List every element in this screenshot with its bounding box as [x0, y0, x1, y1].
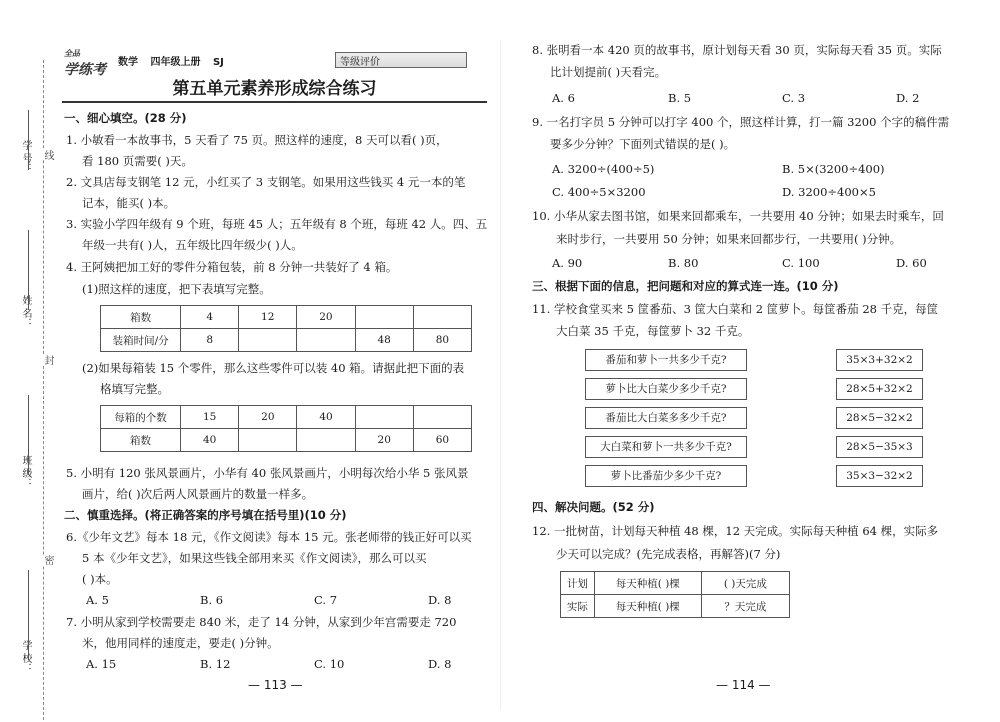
- grade: 四年级上册: [150, 57, 201, 68]
- q9-option-a[interactable]: A. 3200÷(400÷5): [552, 162, 655, 176]
- q12-line2: 少天可以完成？(先完成表格，再解答)(7 分): [556, 547, 781, 561]
- q5-line1: 5. 小明有 120 张风景画片，小华有 40 张风景画片，小明每次给小华 5 张风景: [66, 466, 469, 480]
- gutter-mark-seal: 封: [42, 355, 53, 365]
- q10-option-d[interactable]: D. 60: [896, 256, 927, 270]
- match-formula-3[interactable]: 28×5−32×2: [836, 407, 923, 429]
- school-line: [28, 570, 29, 660]
- title-rule: [62, 101, 487, 103]
- q10-option-a[interactable]: A. 90: [552, 256, 583, 270]
- book-meta: [118, 53, 233, 68]
- q4-table-1: [100, 305, 472, 352]
- table-row: 箱数 40 20 60: [101, 429, 472, 452]
- q6-line3: ( )本。: [82, 572, 118, 586]
- match-question-4[interactable]: 大白菜和萝卜一共多少千克?: [585, 436, 747, 458]
- q4-table-2: [100, 405, 472, 452]
- q2-line1: 2. 文具店每支钢笔 12 元，小红买了 3 支钢笔。如果用这些钱买 4 元一本的笔: [66, 175, 466, 189]
- q5-line2: 画片，给( )次后两人风景画片的数量一样多。: [82, 487, 314, 501]
- page-title: 第五单元素养形成综合练习: [172, 79, 377, 99]
- rating-box: 等级评价: [335, 52, 467, 68]
- q7-option-d[interactable]: D. 8: [428, 657, 452, 671]
- subject: 数学: [118, 57, 138, 68]
- student-no-label: 学 号：: [20, 140, 31, 174]
- logo: 全品 学练考: [64, 49, 106, 78]
- q7-line1: 7. 小明从家到学校需要走 840 米，走了 14 分钟，从家到少年宫需要走 720: [66, 615, 457, 629]
- q9-option-b[interactable]: B. 5×(3200÷400): [782, 162, 885, 176]
- school-label: 学 校：: [20, 640, 31, 674]
- q12-table: [560, 571, 790, 618]
- q1-line1: 1. 小敏看一本故事书，5 天看了 75 页。照这样的速度，8 天可以看( )页，: [66, 133, 448, 147]
- q8-line1: 8. 张明看一本 420 页的故事书，原计划每天看 30 页，实际每天看 35 页。实际: [532, 43, 942, 57]
- q4-line1: 4. 王阿姨把加工好的零件分箱包装，前 8 分钟一共装好了 4 箱。: [66, 260, 398, 274]
- match-formula-4[interactable]: 28×5−35×3: [836, 436, 923, 458]
- q4-line3: (2)如果每箱装 15 个零件，那么这些零件可以装 40 箱。请据此把下面的表: [82, 361, 465, 375]
- q3-line1: 3. 实验小学四年级有 9 个班，每班 45 人；五年级有 8 个班，每班 42 人。四、五: [66, 217, 488, 231]
- q10-option-b[interactable]: B. 80: [668, 256, 699, 270]
- student-no-line: [28, 110, 29, 170]
- q6-option-b[interactable]: B. 6: [200, 593, 224, 607]
- page-number-right: — 114 —: [716, 678, 771, 692]
- match-question-5[interactable]: 萝卜比番茄少多少千克?: [585, 465, 747, 487]
- q7-option-b[interactable]: B. 12: [200, 657, 231, 671]
- match-question-2[interactable]: 萝卜比大白菜少多少千克?: [585, 378, 747, 400]
- q4-line2: (1)照这样的速度，把下表填写完整。: [82, 282, 271, 296]
- name-line: [28, 230, 29, 310]
- match-formula-5[interactable]: 35×3−32×2: [836, 465, 923, 487]
- match-question-1[interactable]: 番茄和萝卜一共多少千克?: [585, 349, 747, 371]
- q2-line2: 记本，能买( )本。: [82, 196, 176, 210]
- edition: SJ: [212, 57, 224, 68]
- q6-option-d[interactable]: D. 8: [428, 593, 452, 607]
- q6-line1: 6.《少年文艺》每本 18 元，《作文阅读》每本 15 元。张老师带的钱正好可以买: [66, 530, 472, 544]
- match-formula-2[interactable]: 28×5+32×2: [836, 378, 923, 400]
- class-label: 班 级：: [20, 455, 31, 489]
- q11-line2: 大白菜 35 千克，每筐萝卜 32 千克。: [556, 324, 750, 338]
- q9-option-c[interactable]: C. 400÷5×3200: [552, 185, 646, 199]
- q10-option-c[interactable]: C. 100: [782, 256, 820, 270]
- section-2-heading: 二、慎重选择。(将正确答案的序号填在括号里)(10 分): [64, 508, 347, 522]
- match-formula-1[interactable]: 35×3+32×2: [836, 349, 923, 371]
- section-1-heading: 一、细心填空。(28 分): [64, 111, 187, 125]
- table-row: 箱数 4 12 20: [101, 306, 472, 329]
- q7-line2: 米，他用同样的速度走，要走( )分钟。: [82, 636, 279, 650]
- q10-line2: 来时步行，一共要用 50 分钟；如果来回都步行，一共要用( )分钟。: [556, 232, 902, 246]
- q7-option-c[interactable]: C. 10: [314, 657, 345, 671]
- q12-line1: 12. 一批树苗，计划每天种植 48 棵，12 天完成。实际每天种植 64 棵，实际多: [532, 524, 939, 538]
- page-divider: [500, 40, 501, 710]
- q9-line1: 9. 一名打字员 5 分钟可以打字 400 个，照这样计算，打一篇 3200 个字的稿件需: [532, 115, 950, 129]
- q6-line2: 5 本《少年文艺》，如果这些钱全部用来买《作文阅读》，那么可以买: [82, 551, 427, 565]
- table-row: 计划 每天种植( )棵 ( )天完成: [561, 572, 790, 595]
- page-number-left: — 113 —: [248, 678, 303, 692]
- q11-line1: 11. 学校食堂买来 5 筐番茄、3 筐大白菜和 2 筐萝卜。每筐番茄 28 千克，每筐: [532, 302, 939, 316]
- section-3-heading: 三、根据下面的信息，把问题和对应的算式连一连。(10 分): [532, 279, 839, 293]
- gutter-mark-secret: 密: [42, 555, 53, 565]
- table-row: 每箱的个数 15 20 40: [101, 406, 472, 429]
- class-line: [28, 395, 29, 475]
- q9-line2: 要多少分钟？下面列式错误的是( )。: [550, 137, 736, 151]
- q6-option-a[interactable]: A. 5: [86, 593, 109, 607]
- section-4-heading: 四、解决问题。(52 分): [532, 500, 655, 514]
- gutter-mark-line: 线: [42, 150, 53, 160]
- match-question-3[interactable]: 番茄比大白菜多多少千克?: [585, 407, 747, 429]
- q8-option-a[interactable]: A. 6: [552, 91, 575, 105]
- name-label: 姓 名：: [20, 295, 31, 329]
- q3-line2: 年级一共有( )人，五年级比四年级少( )人。: [82, 238, 303, 252]
- q8-option-c[interactable]: C. 3: [782, 91, 806, 105]
- q4-line4: 格填写完整。: [100, 382, 169, 396]
- table-row: 装箱时间/分 8 48 80: [101, 329, 472, 352]
- q10-line1: 10. 小华从家去图书馆，如果来回都乘车，一共要用 40 分钟；如果去时乘车，回: [532, 209, 944, 223]
- q7-option-a[interactable]: A. 15: [86, 657, 117, 671]
- q8-option-d[interactable]: D. 2: [896, 91, 920, 105]
- q9-option-d[interactable]: D. 3200÷400×5: [782, 185, 876, 199]
- q8-option-b[interactable]: B. 5: [668, 91, 692, 105]
- q1-line2: 看 180 页需要( )天。: [82, 154, 193, 168]
- q6-option-c[interactable]: C. 7: [314, 593, 338, 607]
- table-row: 实际 每天种植( )棵 ？天完成: [561, 595, 790, 618]
- q8-line2: 比计划提前( )天看完。: [550, 65, 667, 79]
